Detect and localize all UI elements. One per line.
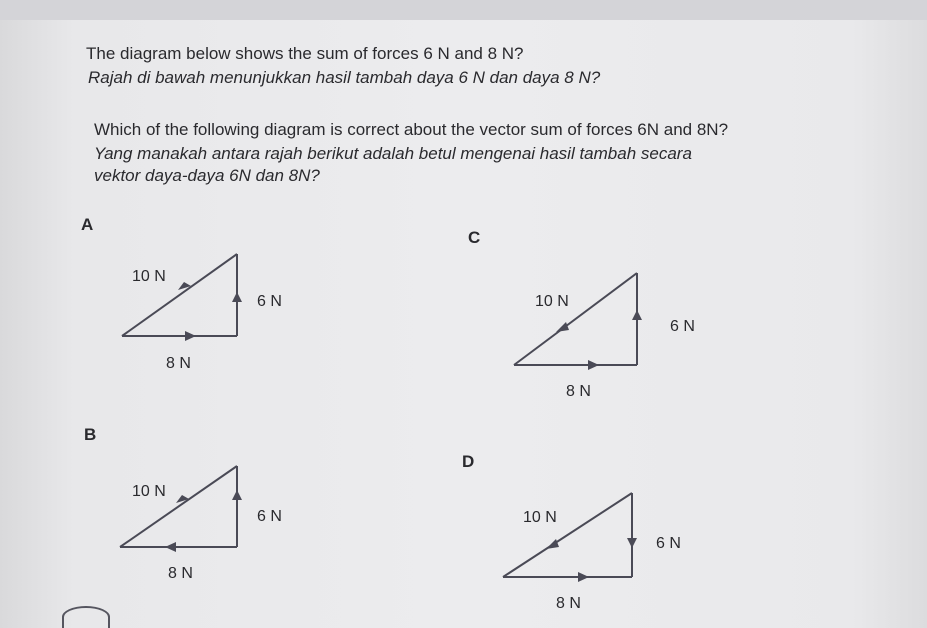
option-a-vert-label: 6 N — [257, 293, 282, 310]
option-c-letter[interactable]: C — [468, 228, 481, 247]
option-d-base-arrow — [578, 572, 589, 582]
option-a-letter[interactable]: A — [81, 215, 94, 234]
option-d-hyp-label: 10 N — [523, 509, 557, 526]
option-d-vertical-arrow — [627, 538, 637, 548]
partial-next-shape — [62, 606, 110, 628]
question-prompt-malay-line2: vektor daya-daya 6N dan 8N? — [94, 166, 320, 185]
option-d-letter[interactable]: D — [462, 452, 475, 471]
option-d-resultant-line — [503, 493, 632, 577]
option-d-vert-label: 6 N — [656, 535, 681, 552]
question-prompt-malay-line1: Yang manakah antara rajah berikut adalah betul mengenai hasil tambah secara — [94, 144, 692, 163]
option-d-resultant-arrow — [546, 539, 559, 549]
option-b-letter[interactable]: B — [84, 425, 97, 444]
option-d-base-label: 8 N — [556, 595, 581, 612]
option-a-hyp-label: 10 N — [132, 268, 166, 285]
question-line-english: The diagram below shows the sum of forces 6 N and 8 N? — [86, 44, 524, 63]
option-c-base-label: 8 N — [566, 383, 591, 400]
option-c-vert-label: 6 N — [670, 318, 695, 335]
option-b-vert-label: 6 N — [257, 508, 282, 525]
option-c-hyp-label: 10 N — [535, 293, 569, 310]
question-prompt-english: Which of the following diagram is correct about the vector sum of forces 6N and 8N? — [94, 120, 729, 139]
option-b-hyp-label: 10 N — [132, 483, 166, 500]
question-line-malay: Rajah di bawah menunjukkan hasil tambah daya 6 N dan daya 8 N? — [88, 68, 601, 87]
option-a-base-label: 8 N — [166, 355, 191, 372]
option-b-base-label: 8 N — [168, 565, 193, 582]
